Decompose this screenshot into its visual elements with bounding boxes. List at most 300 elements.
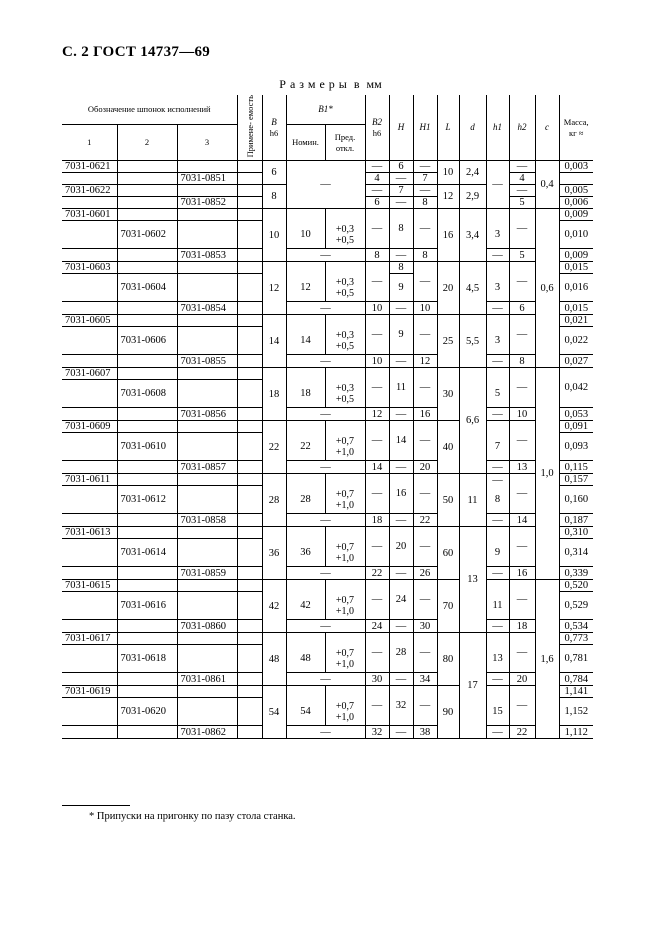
mass-value: 0,009 bbox=[559, 209, 593, 221]
H-value: 32 bbox=[389, 686, 413, 726]
designation-1 bbox=[62, 461, 117, 474]
applicability-cell bbox=[237, 185, 262, 197]
d-value: 2,4 bbox=[459, 161, 486, 185]
d-value: 17 bbox=[459, 633, 486, 739]
H1-value: — bbox=[413, 185, 437, 197]
h1-value: 3 bbox=[486, 274, 509, 302]
B1-dash: — bbox=[286, 567, 365, 580]
designation-3: 7031-0861 bbox=[177, 673, 237, 686]
mass-value: 0,016 bbox=[559, 274, 593, 302]
table-row bbox=[62, 421, 593, 433]
B1-dev-blank bbox=[325, 421, 365, 433]
designation-1: 7031-0605 bbox=[62, 315, 117, 327]
applicability-cell bbox=[237, 698, 262, 726]
B-value: 6 bbox=[262, 161, 286, 185]
mass-value: 0,187 bbox=[559, 514, 593, 527]
designation-3 bbox=[177, 274, 237, 302]
B2-value: — bbox=[365, 185, 389, 197]
B1-dash: — bbox=[286, 673, 365, 686]
table-row bbox=[62, 408, 593, 421]
h2-value: 8 bbox=[509, 355, 535, 368]
B1-dev: +0,3 +0,5 bbox=[325, 221, 365, 249]
designation-1 bbox=[62, 539, 117, 567]
designation-2: 7031-0608 bbox=[117, 380, 177, 408]
B2-dash: — bbox=[365, 315, 389, 355]
applicability-cell bbox=[237, 726, 262, 739]
d-value: 5,5 bbox=[459, 315, 486, 368]
B2-value: 6 bbox=[365, 197, 389, 209]
designation-3 bbox=[177, 486, 237, 514]
B1-dev: +0,7 +1,0 bbox=[325, 433, 365, 461]
designation-1 bbox=[62, 486, 117, 514]
designation-2 bbox=[117, 249, 177, 262]
designation-1 bbox=[62, 592, 117, 620]
H-value: — bbox=[389, 249, 413, 262]
designation-1 bbox=[62, 698, 117, 726]
table-row bbox=[62, 249, 593, 262]
designation-1 bbox=[62, 433, 117, 461]
B2-value: 10 bbox=[365, 355, 389, 368]
designation-1 bbox=[62, 567, 117, 580]
mass-value: 0,042 bbox=[559, 368, 593, 408]
table-row bbox=[62, 209, 593, 221]
H1-value: 38 bbox=[413, 726, 437, 739]
designation-1 bbox=[62, 355, 117, 368]
B1-nom: 14 bbox=[286, 327, 325, 355]
mass-value: 0,534 bbox=[559, 620, 593, 633]
B1-nom: 10 bbox=[286, 221, 325, 249]
h1-top bbox=[486, 209, 509, 221]
h1-dash: — bbox=[486, 461, 509, 474]
B1-nom-blank bbox=[286, 209, 325, 221]
H-value: 9 bbox=[389, 315, 413, 355]
designation-3: 7031-0852 bbox=[177, 197, 237, 209]
designation-2: 7031-0616 bbox=[117, 592, 177, 620]
B-value: 48 bbox=[262, 633, 286, 686]
B-value: 36 bbox=[262, 527, 286, 580]
B1-nom: 36 bbox=[286, 539, 325, 567]
designation-3 bbox=[177, 474, 237, 486]
designation-3 bbox=[177, 185, 237, 197]
H1-value: 30 bbox=[413, 620, 437, 633]
designation-1 bbox=[62, 197, 117, 209]
mass-value: 0,027 bbox=[559, 355, 593, 368]
applicability-cell bbox=[237, 355, 262, 368]
L-value: 12 bbox=[437, 185, 459, 209]
designation-1: 7031-0619 bbox=[62, 686, 117, 698]
H1-value: 7 bbox=[413, 173, 437, 185]
applicability-cell bbox=[237, 262, 262, 274]
col1-header: 1 bbox=[62, 125, 117, 161]
B1-nom: 12 bbox=[286, 274, 325, 302]
designation-1 bbox=[62, 274, 117, 302]
B1-nom-blank bbox=[286, 633, 325, 645]
mass-value: 0,015 bbox=[559, 262, 593, 274]
h2-value: 6 bbox=[509, 302, 535, 315]
c-value: 0,6 bbox=[535, 209, 559, 368]
H-value: — bbox=[389, 302, 413, 315]
mass-value: 1,141 bbox=[559, 686, 593, 698]
H-value: 14 bbox=[389, 421, 413, 461]
B1-dev: +0,7 +1,0 bbox=[325, 486, 365, 514]
B2-dash: — bbox=[365, 421, 389, 461]
table-row bbox=[62, 686, 593, 698]
H-value: — bbox=[389, 197, 413, 209]
designation-3: 7031-0853 bbox=[177, 249, 237, 262]
h1-value: 8 bbox=[486, 486, 509, 514]
designation-2: 7031-0610 bbox=[117, 433, 177, 461]
H1-dash: — bbox=[413, 262, 437, 302]
designation-3 bbox=[177, 645, 237, 673]
B-value: 54 bbox=[262, 686, 286, 739]
mass-value: 0,520 bbox=[559, 580, 593, 592]
table-row bbox=[62, 302, 593, 315]
h1-top bbox=[486, 580, 509, 592]
h1-value: 11 bbox=[486, 592, 509, 620]
designation-3: 7031-0858 bbox=[177, 514, 237, 527]
H-value: — bbox=[389, 567, 413, 580]
h1-top bbox=[486, 421, 509, 433]
B1-dev: +0,7 +1,0 bbox=[325, 592, 365, 620]
applicability-cell bbox=[237, 686, 262, 698]
designation-1: 7031-0621 bbox=[62, 161, 117, 173]
designation-1: 7031-0607 bbox=[62, 368, 117, 380]
applicability-cell bbox=[237, 567, 262, 580]
h2-value: 13 bbox=[509, 461, 535, 474]
H1-dash: — bbox=[413, 315, 437, 355]
applicability-cell bbox=[237, 645, 262, 673]
applicability-cell bbox=[237, 209, 262, 221]
applicability-cell bbox=[237, 620, 262, 633]
designation-1 bbox=[62, 302, 117, 315]
designation-2 bbox=[117, 209, 177, 221]
h1-dash: — bbox=[486, 355, 509, 368]
h1-dash: — bbox=[486, 673, 509, 686]
designation-2: 7031-0618 bbox=[117, 645, 177, 673]
designation-2 bbox=[117, 461, 177, 474]
B1-nom-blank bbox=[286, 580, 325, 592]
H1-value: 12 bbox=[413, 355, 437, 368]
h2-dash: — bbox=[509, 633, 535, 673]
designation-3 bbox=[177, 539, 237, 567]
B2-dash: — bbox=[365, 633, 389, 673]
h2-value: 18 bbox=[509, 620, 535, 633]
table-row bbox=[62, 161, 593, 173]
B1-nom-blank bbox=[286, 368, 325, 380]
designation-1 bbox=[62, 327, 117, 355]
B2-value: 32 bbox=[365, 726, 389, 739]
table-row bbox=[62, 567, 593, 580]
B1-nom: 28 bbox=[286, 486, 325, 514]
B-value: 8 bbox=[262, 185, 286, 209]
B1-nom-blank bbox=[286, 315, 325, 327]
L-value: 80 bbox=[437, 633, 459, 686]
designation-2 bbox=[117, 686, 177, 698]
H1-dash: — bbox=[413, 421, 437, 461]
B1-dash: — bbox=[286, 302, 365, 315]
applicability-cell bbox=[237, 197, 262, 209]
caption-mid: в bbox=[353, 77, 364, 91]
h1-value: 15 bbox=[486, 698, 509, 726]
h1-value: 3 bbox=[486, 221, 509, 249]
h1-dash: — bbox=[486, 249, 509, 262]
designation-2 bbox=[117, 302, 177, 315]
h1-dash: — bbox=[486, 620, 509, 633]
applicability-cell bbox=[237, 527, 262, 539]
mass-value: 0,009 bbox=[559, 249, 593, 262]
h2-dash: — bbox=[509, 262, 535, 302]
mass-value: 0,339 bbox=[559, 567, 593, 580]
designation-3 bbox=[177, 368, 237, 380]
applicability-header: Примене- емость bbox=[244, 95, 255, 158]
B1-dev: +0,7 +1,0 bbox=[325, 645, 365, 673]
designation-2 bbox=[117, 567, 177, 580]
mass-value: 0,003 bbox=[559, 161, 593, 173]
H-value: — bbox=[389, 673, 413, 686]
designation-1 bbox=[62, 249, 117, 262]
H-value: — bbox=[389, 408, 413, 421]
B-header: B h6 bbox=[262, 95, 286, 161]
h2-value: 20 bbox=[509, 673, 535, 686]
designation-2 bbox=[117, 633, 177, 645]
applicability-cell bbox=[237, 327, 262, 355]
h1-value: 3 bbox=[486, 327, 509, 355]
H-value: — bbox=[389, 514, 413, 527]
designation-3 bbox=[177, 580, 237, 592]
B1-dev-blank bbox=[325, 262, 365, 274]
H1-value: 20 bbox=[413, 461, 437, 474]
applicability-cell bbox=[237, 580, 262, 592]
B1-dev: +0,3 +0,5 bbox=[325, 327, 365, 355]
applicability-cell bbox=[237, 274, 262, 302]
B-value: 14 bbox=[262, 315, 286, 368]
H-value: 28 bbox=[389, 633, 413, 673]
mass-value: 0,053 bbox=[559, 408, 593, 421]
H-value: 11 bbox=[389, 368, 413, 408]
B2-value: 22 bbox=[365, 567, 389, 580]
H-value: — bbox=[389, 461, 413, 474]
H-value: — bbox=[389, 726, 413, 739]
designation-2 bbox=[117, 514, 177, 527]
B1-nom: 42 bbox=[286, 592, 325, 620]
h1-top bbox=[486, 633, 509, 645]
designation-2 bbox=[117, 673, 177, 686]
designation-3 bbox=[177, 527, 237, 539]
applicability-cell bbox=[237, 221, 262, 249]
h1-header: h1 bbox=[486, 95, 509, 161]
mass-value: 0,022 bbox=[559, 327, 593, 355]
B1-dev: +0,3 +0,5 bbox=[325, 380, 365, 408]
table-row bbox=[62, 580, 593, 592]
B1-dev-blank bbox=[325, 633, 365, 645]
mass-value: 0,781 bbox=[559, 645, 593, 673]
mass-value: 0,091 bbox=[559, 421, 593, 433]
B2-value: 4 bbox=[365, 173, 389, 185]
dimensions-table bbox=[62, 95, 593, 739]
designation-3: 7031-0857 bbox=[177, 461, 237, 474]
designation-3: 7031-0854 bbox=[177, 302, 237, 315]
designation-2 bbox=[117, 161, 177, 173]
designation-3 bbox=[177, 421, 237, 433]
applicability-cell bbox=[237, 368, 262, 380]
L-value: 10 bbox=[437, 161, 459, 185]
designation-1: 7031-0617 bbox=[62, 633, 117, 645]
B1-dev-blank bbox=[325, 527, 365, 539]
applicability-cell bbox=[237, 173, 262, 185]
mass-value: 0,015 bbox=[559, 302, 593, 315]
d-value: 2,9 bbox=[459, 185, 486, 209]
mass-value bbox=[559, 173, 593, 185]
col2-header: 2 bbox=[117, 125, 177, 161]
B1-nom-blank bbox=[286, 686, 325, 698]
table-row bbox=[62, 262, 593, 274]
h2-header: h2 bbox=[509, 95, 535, 161]
H-value: 7 bbox=[389, 185, 413, 197]
B2-dash: — bbox=[365, 262, 389, 302]
caption-unit: мм bbox=[366, 77, 382, 91]
designation-3 bbox=[177, 380, 237, 408]
designation-header: Обозначение шпонок исполнений bbox=[87, 104, 211, 115]
h2-dash: — bbox=[509, 421, 535, 461]
H1-value: 16 bbox=[413, 408, 437, 421]
applicability-cell bbox=[237, 633, 262, 645]
designation-2 bbox=[117, 315, 177, 327]
H1-dash: — bbox=[413, 474, 437, 514]
h2-value: — bbox=[509, 161, 535, 173]
applicability-cell bbox=[237, 408, 262, 421]
mass-value: 0,006 bbox=[559, 197, 593, 209]
table-row bbox=[62, 673, 593, 686]
h2-dash: — bbox=[509, 368, 535, 408]
mass-value: 0,160 bbox=[559, 486, 593, 514]
h1-top: — bbox=[486, 474, 509, 486]
mass-value: 0,314 bbox=[559, 539, 593, 567]
h1-top bbox=[486, 368, 509, 380]
designation-3: 7031-0856 bbox=[177, 408, 237, 421]
table-row bbox=[62, 514, 593, 527]
applicability-cell bbox=[237, 380, 262, 408]
H1-value: — bbox=[413, 161, 437, 173]
applicability-cell bbox=[237, 486, 262, 514]
B1-dash: — bbox=[286, 620, 365, 633]
B1-dev: +0,3 +0,5 bbox=[325, 274, 365, 302]
B1-nom-header: Номин. bbox=[286, 125, 325, 161]
mass-value: 0,093 bbox=[559, 433, 593, 461]
h2-value: 16 bbox=[509, 567, 535, 580]
h1-value: 5 bbox=[486, 380, 509, 408]
B1-dash: — bbox=[286, 408, 365, 421]
L-header: L bbox=[437, 95, 459, 161]
B1-dash: — bbox=[286, 249, 365, 262]
H1-dash: — bbox=[413, 580, 437, 620]
applicability-cell bbox=[237, 461, 262, 474]
H1-dash: — bbox=[413, 633, 437, 673]
d-value: 6,6 bbox=[459, 368, 486, 474]
footnote-rule bbox=[62, 805, 130, 806]
mass-header: Масса, кг ≈ bbox=[559, 95, 593, 161]
designation-1 bbox=[62, 380, 117, 408]
L-value: 30 bbox=[437, 368, 459, 421]
B1-dash: — bbox=[286, 726, 365, 739]
B-value: 22 bbox=[262, 421, 286, 474]
designation-1: 7031-0609 bbox=[62, 421, 117, 433]
mass-value: 0,773 bbox=[559, 633, 593, 645]
designation-2: 7031-0602 bbox=[117, 221, 177, 249]
designation-2 bbox=[117, 197, 177, 209]
applicability-cell bbox=[237, 514, 262, 527]
designation-1 bbox=[62, 173, 117, 185]
B2-header: B2 h6 bbox=[365, 95, 389, 161]
H1-dash: — bbox=[413, 209, 437, 249]
designation-1 bbox=[62, 408, 117, 421]
h1-dash: — bbox=[486, 567, 509, 580]
L-value: 90 bbox=[437, 686, 459, 739]
H-value: — bbox=[389, 173, 413, 185]
h1-dash: — bbox=[486, 302, 509, 315]
designation-1: 7031-0613 bbox=[62, 527, 117, 539]
designation-3 bbox=[177, 209, 237, 221]
h1-value: 13 bbox=[486, 645, 509, 673]
B1-dev-header: Пред. откл. bbox=[325, 125, 365, 161]
h2-dash: — bbox=[509, 580, 535, 620]
B-value: 28 bbox=[262, 474, 286, 527]
h2-dash: — bbox=[509, 474, 535, 514]
B1-nom: 48 bbox=[286, 645, 325, 673]
H-value: — bbox=[389, 355, 413, 368]
designation-3 bbox=[177, 686, 237, 698]
B1-nom-blank bbox=[286, 527, 325, 539]
col3-header: 3 bbox=[177, 125, 237, 161]
designation-3 bbox=[177, 262, 237, 274]
B2-dash: — bbox=[365, 474, 389, 514]
table-row bbox=[62, 726, 593, 739]
h1-top bbox=[486, 315, 509, 327]
H-value: 8 bbox=[389, 209, 413, 249]
designation-2 bbox=[117, 421, 177, 433]
H-value: — bbox=[389, 620, 413, 633]
H-value: 20 bbox=[389, 527, 413, 567]
applicability-cell bbox=[237, 249, 262, 262]
L-value: 40 bbox=[437, 421, 459, 474]
designation-1 bbox=[62, 726, 117, 739]
designation-2 bbox=[117, 185, 177, 197]
h1-dash: — bbox=[486, 408, 509, 421]
L-value: 50 bbox=[437, 474, 459, 527]
L-value: 20 bbox=[437, 262, 459, 315]
designation-3 bbox=[177, 433, 237, 461]
designation-2 bbox=[117, 368, 177, 380]
applicability-cell bbox=[237, 539, 262, 567]
applicability-cell bbox=[237, 592, 262, 620]
H-value: 9 bbox=[389, 274, 413, 302]
d-value: 13 bbox=[459, 527, 486, 633]
h2-value: 5 bbox=[509, 249, 535, 262]
table-row bbox=[62, 620, 593, 633]
table-row bbox=[62, 355, 593, 368]
B1-dev: +0,7 +1,0 bbox=[325, 698, 365, 726]
H-value: 8 bbox=[389, 262, 413, 274]
designation-2 bbox=[117, 620, 177, 633]
h2-dash: — bbox=[509, 527, 535, 567]
c-value: 0,4 bbox=[535, 161, 559, 209]
h1-top bbox=[486, 262, 509, 274]
designation-1 bbox=[62, 673, 117, 686]
table-row bbox=[62, 368, 593, 380]
designation-1: 7031-0603 bbox=[62, 262, 117, 274]
mass-value: 0,010 bbox=[559, 221, 593, 249]
B1-nom: 18 bbox=[286, 380, 325, 408]
applicability-cell bbox=[237, 433, 262, 461]
